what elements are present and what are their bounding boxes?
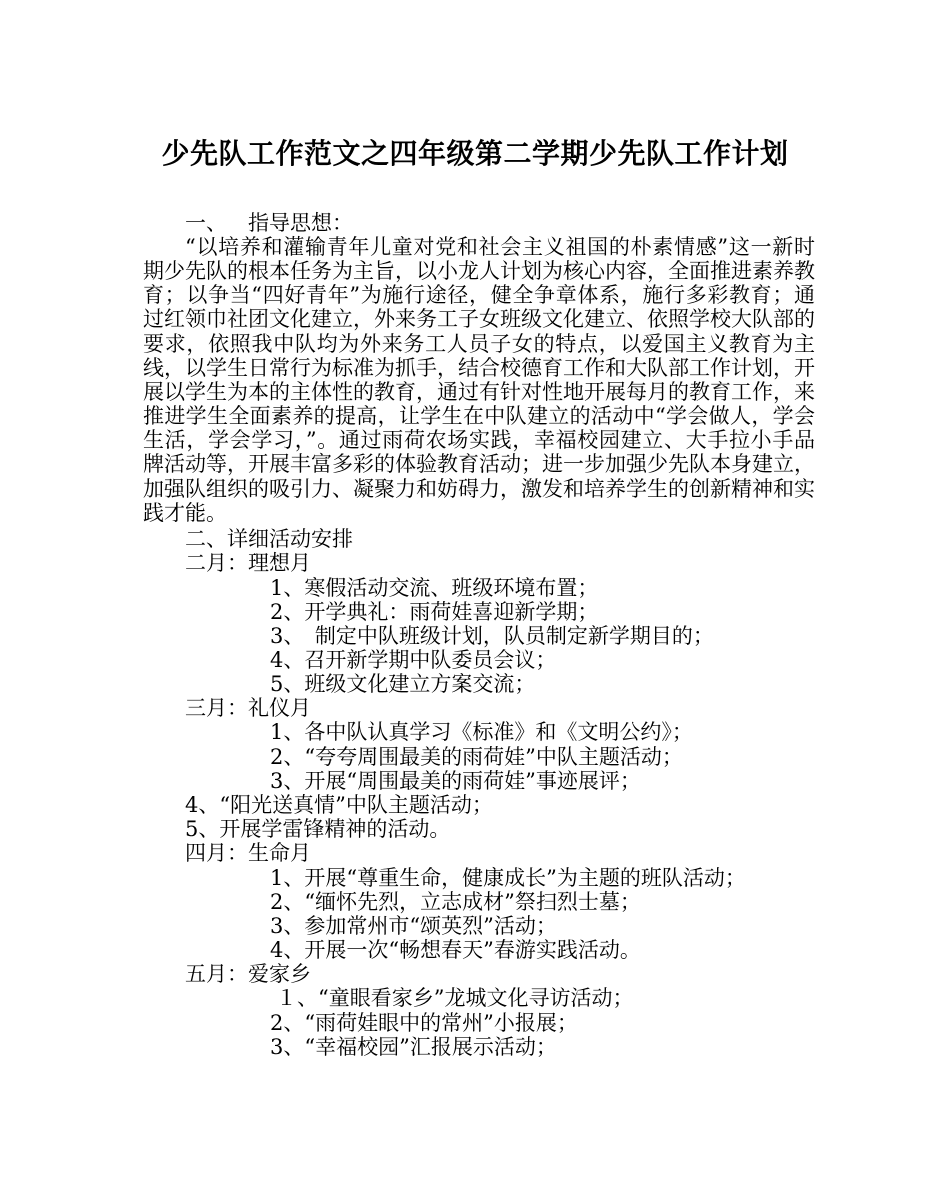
list-item: 3、 制定中队班级计划，队员制定新学期目的； [270,624,714,648]
section2-heading: 二、详细活动安排 [185,527,353,551]
list-item: １、“童眼看家乡”龙城文化寻访活动； [276,986,634,1010]
list-item: 4、开展一次“畅想春天”春游实践活动。 [270,938,641,962]
list-item: 1、寒假活动交流、班级环境布置； [270,576,599,600]
list-item: 3、开展“周围最美的雨荷娃”事迹展评； [270,769,641,793]
list-item: 1、各中队认真学习《标准》和《文明公约》； [270,720,693,744]
month-label-apr: 四月：生命月 [185,841,311,865]
list-item: 5、班级文化建立方案交流； [270,672,536,696]
list-item: 2、开学典礼：雨荷娃喜迎新学期； [270,600,599,624]
month-label-feb: 二月：理想月 [185,551,311,575]
list-item: 4、召开新学期中队委员会议； [270,648,557,672]
list-item: 2、“夸夸周围最美的雨荷娃”中队主题活动； [270,745,683,769]
list-item: 1、开展“尊重生命，健康成长”为主题的班队活动； [270,866,746,890]
list-item: 3、“幸福校园”汇报展示活动； [270,1035,557,1059]
list-item: 2、“雨荷娃眼中的常州”小报展； [270,1011,578,1035]
list-item: 2、“缅怀先烈，立志成材”祭扫烈士墓； [270,890,641,914]
list-item: 5、开展学雷锋精神的活动。 [185,817,451,841]
document-title: 少先队工作范文之四年级第二学期少先队工作计划 [161,137,789,170]
section1-number: 一、 [185,211,227,235]
section1-body: “以培养和灌输青年儿童对党和社会主义祖国的朴素情感”这一新时期少先队的根本任务为主旨，以小龙人计划为核心内容，全面推进素养教育；以争当“四好青年”为施行途径，健全争章体系，施行多彩教育；通过红领巾社团文化建立，外来务工子女班级文化建立、依照学校大队部的要求，依照我中队均为外来务工人员子女的特点，以爱国主义教育为主线，以学生日常行为标准为抓手，结合校德育工作和大队部工作计划，开展以学生为本的主体性的教育，通过有针对性地开展每月的教育工作，来推进学生全面素养的提高，让学生在中队建立的活动中“学会做人，学会生活，学会学习，”。通过雨荷农场实践，幸福校园建立、大手拉小手品牌活动等，开展丰富多彩的体验教育活动；进一步加强少先队本身建立，加强队组织的吸引力、凝聚力和妨碍力，激发和培养学生的创新精神和实践才能。 [143,235,815,525]
section1-heading: 指导思想： [248,211,353,235]
list-item: 3、参加常州市“颂英烈”活动； [270,914,557,938]
list-item: 4、“阳光送真情”中队主题活动； [185,793,493,817]
month-label-mar: 三月：礼仪月 [185,696,311,720]
month-label-may: 五月：爱家乡 [185,962,311,986]
